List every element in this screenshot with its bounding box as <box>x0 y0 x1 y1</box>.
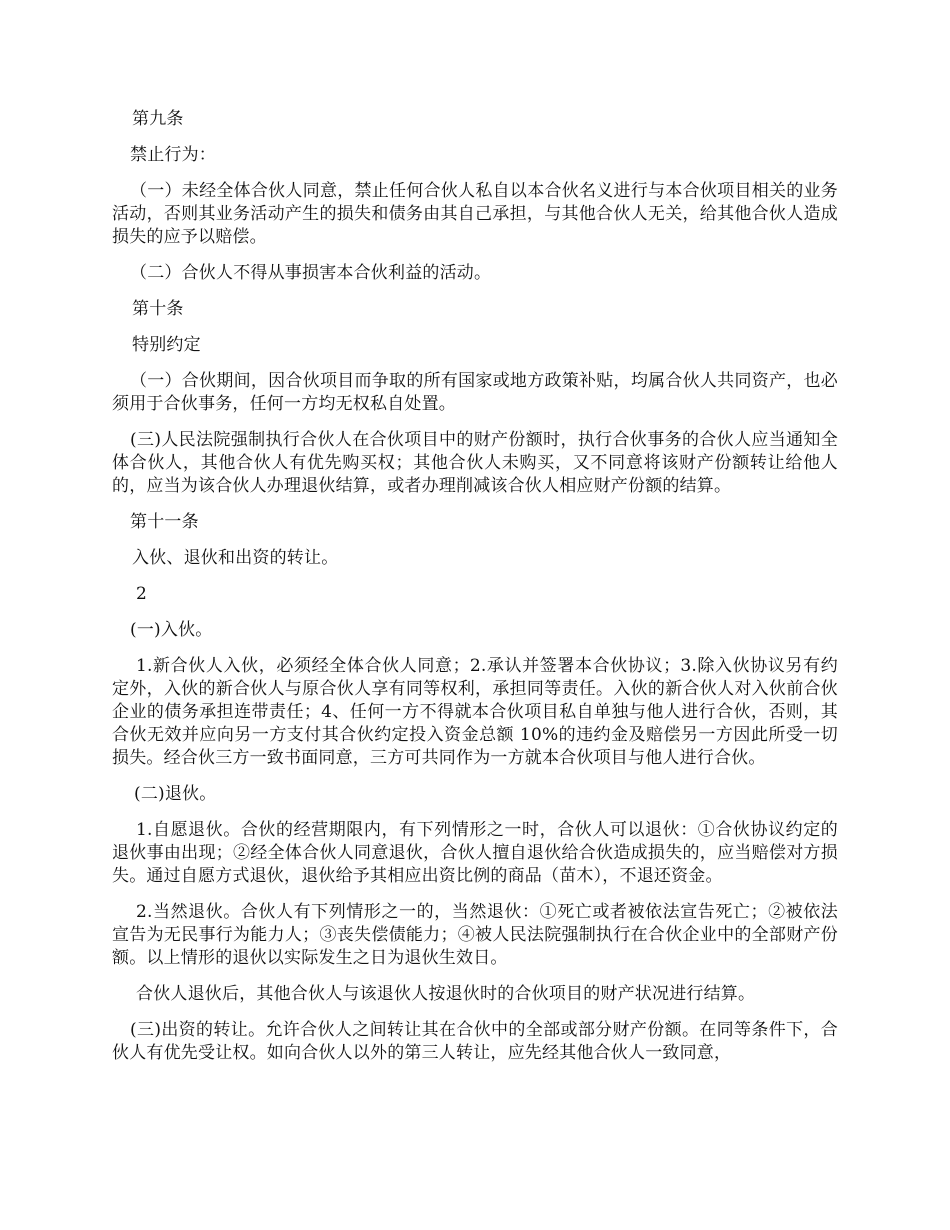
article-9-heading: 第九条 <box>132 109 184 129</box>
article-10-heading: 第十条 <box>132 299 184 319</box>
special-clause-1: （一）合伙期间，因合伙项目而争取的所有国家或地方政策补贴，均属合伙人共同资产，也必须用于合伙事务，任何一方均无权私自处置。 <box>112 371 838 414</box>
settlement-clause: 合伙人退伙后，其他合伙人与该退伙人按退伙时的合伙项目的财产状况进行结算。 <box>136 984 756 1004</box>
article-11-heading: 第十一条 <box>130 512 199 532</box>
voluntary-withdrawal-clause: 1.自愿退伙。合伙的经营期限内，有下列情形之一时，合伙人可以退伙：①合伙协议约定的退伙事由出现；②经全体合伙人同意退伙，合伙人擅自退伙给合伙造成损失的，应当赔偿对方损失。通过自愿方式退伙，退伙给予其相应出资比例的商品（苗木），不退还资金。 <box>112 820 838 886</box>
document-body <box>112 108 838 1078</box>
special-clause-3: (三)人民法院强制执行合伙人在合伙项目中的财产份额时，执行合伙事务的合伙人应当通知全体合伙人，其他合伙人有优先购买权；其他合伙人未购买，又不同意将该财产份额转让给他人的，应当为该合伙人办理退伙结算，或者办理削减该合伙人相应财产份额的结算。 <box>112 430 838 496</box>
contribution-transfer-clause: (三)出资的转让。允许合伙人之间转让其在合伙中的全部或部分财产份额。在同等条件下，合伙人有优先受让权。如向合伙人以外的第三人转让，应先经其他合伙人一致同意， <box>112 1020 838 1063</box>
withdrawal-heading: (二)退伙。 <box>134 784 217 804</box>
prohibition-clause-1: （一）未经全体合伙人同意，禁止任何合伙人私自以本合伙名义进行与本合伙项目相关的业务活动，否则其业务活动产生的损失和债务由其自己承担，与其他合伙人无关，给其他合伙人造成损失的应予以赔偿。 <box>112 181 838 247</box>
page-number: 2 <box>136 584 148 604</box>
admission-heading: (一)入伙。 <box>130 620 213 640</box>
automatic-withdrawal-clause: 2.当然退伙。合伙人有下列情形之一的，当然退伙：①死亡或者被依法宣告死亡；②被依法宣告为无民事行为能力人；③丧失偿债能力；④被人民法院强制执行在合伙企业中的全部财产份额。以上情形的退伙以实际发生之日为退伙生效日。 <box>112 902 838 968</box>
admission-clause: 1.新合伙人入伙，必须经全体合伙人同意；2.承认并签署本合伙协议；3.除入伙协议另有约定外，入伙的新合伙人与原合伙人享有同等权利，承担同等责任。入伙的新合伙人对入伙前合伙企业的债务承担连带责任；4、任何一方不得就本合伙项目私自单独与他人进行合伙，否则，其合伙无效并应向另一方支付其合伙约定投入资金总额 10%的违约金及赔偿另一方因此所受一切损失。经合伙三方一致书面同意，三方可共同作为一方就本合伙项目与他人进行合伙。 <box>112 656 838 768</box>
prohibited-acts-heading: 禁止行为： <box>130 145 216 165</box>
admission-withdrawal-heading: 入伙、退伙和出资的转让。 <box>132 548 339 568</box>
special-agreement-heading: 特别约定 <box>132 335 201 355</box>
prohibition-clause-2: （二）合伙人不得从事损害本合伙利益的活动。 <box>130 263 492 283</box>
